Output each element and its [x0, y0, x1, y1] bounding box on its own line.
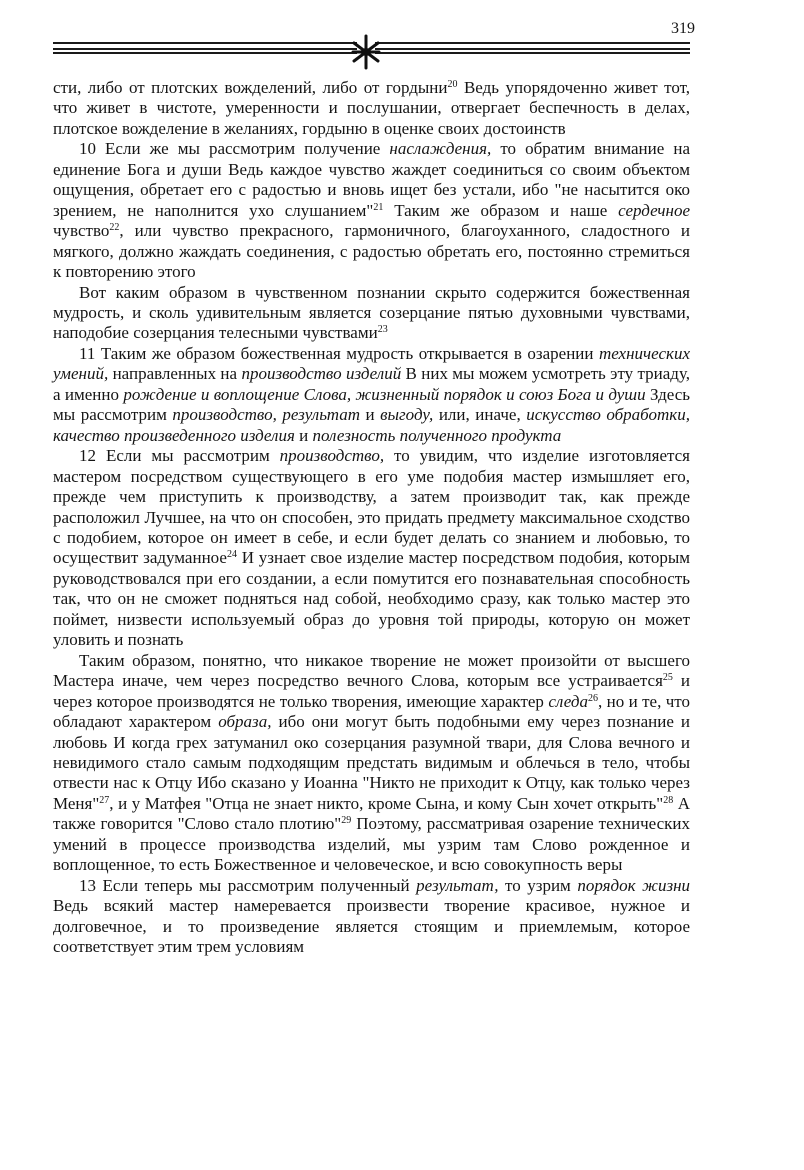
italic-text: производство изделий: [241, 364, 402, 384]
paragraph: [53, 139, 690, 282]
paragraph: [53, 446, 690, 651]
italic-text: искусство обработки, качество произведенного изделия: [53, 405, 690, 445]
text-run: и: [359, 405, 381, 425]
text-run: В них мы можем усмотреть эту триаду, а именно: [53, 364, 690, 404]
text-run: то узрим: [498, 875, 578, 895]
italic-text: полезность полученного продукта: [312, 425, 562, 445]
italic-text: выгоду,: [380, 405, 434, 425]
text-run: Таким же образом и наше: [383, 200, 619, 220]
text-run: 11 Таким же образом божественная мудрость открывается в озарении: [79, 343, 599, 363]
text-run: 10 Если же мы рассмотрим получение: [79, 139, 390, 159]
footnote-ref: 22: [109, 222, 120, 234]
text-run: , но и те, что обладают характером: [53, 691, 690, 732]
italic-text: технических умений,: [53, 343, 690, 384]
text-run: Ведь упорядоченно живет тот, что живет в чистоте, умеренности и послушании, отвергает беспечность в делах, плотское вожделение в желаниях, гордыню в оценке своих достоинств: [53, 78, 690, 138]
italic-text: сердечное: [618, 200, 690, 220]
italic-text: образа,: [218, 712, 272, 732]
italic-text: порядок жизни: [577, 875, 691, 895]
text-run: Таким образом, понятно, что никакое творение не может произойти от высшего Мастера иначе, чем через посредство вечного Слова, которым все устраивается: [53, 650, 690, 691]
text-run: чувство: [53, 221, 110, 241]
text-run: Здесь мы рассмотрим: [53, 384, 690, 425]
text-run: ибо они могут быть подобными ему через познание и любовь И когда грех затуманил око созерцания разумной твари, для Слова вечного и невидимого стало самым подходящим предстать видимым и облечься в тело, чтобы отвести нас к Отцу Ибо сказано у Иоанна "Никто не приходит к Отцу, как только через Меня": [53, 712, 690, 813]
text-run: Вот каким образом в чувственном познании скрыто содержится божественная мудрость, и сколь удивительным является созерцание пятью духовными чувствами, наподобие созерцания телесными чувствами: [53, 282, 690, 343]
text-run: 12 Если мы рассмотрим: [79, 446, 280, 466]
italic-text: производство,: [279, 446, 385, 466]
text-run: А также говорится "Слово стало плотию": [53, 793, 690, 834]
text-run: направленных на: [108, 364, 242, 384]
paragraph: [53, 651, 690, 876]
paragraph: [53, 344, 690, 446]
paragraph: [53, 876, 690, 958]
text-run: сти, либо от плотских вожделений, либо от гордыни: [53, 78, 448, 97]
footnote-ref: 29: [341, 815, 352, 827]
text-run: И узнает свое изделие мастер посредством подобия, которым руководствовался при его создании, а если помутится его познавательная способность так, что он не сможет подняться над собой, необходимо сразу, как только мастер это поймет, низвести используемый образ до уровня той природы, которую он может уловить и познать: [53, 548, 690, 650]
text-run: и: [294, 425, 313, 445]
footnote-ref: 28: [663, 794, 674, 806]
footnote-ref: 27: [99, 794, 110, 806]
footnote-ref: 21: [373, 201, 384, 213]
footnote-ref: 20: [447, 79, 458, 90]
italic-text: результат,: [416, 875, 499, 895]
text-run: 13 Если теперь мы рассмотрим полученный: [79, 875, 417, 895]
paragraph: [53, 78, 690, 139]
page-number: 319: [671, 20, 695, 37]
text-run: то увидим, что изделие изготовляется мастером посредством существующего в его уме подобия мастер измышляет его, прежде чем приступить к производству, а затем производит так, как прежде расположил Лучшее, на что он способен, это придать предмету максимальное сходство с подобием, которое он имеет в себе, и если будет делать со знанием и любовью, то осуществит задуманное: [53, 446, 690, 568]
text-run: или, иначе,: [433, 405, 527, 425]
footnote-ref: 26: [587, 692, 598, 704]
footnote-ref: 24: [226, 549, 237, 561]
footnote-ref: 25: [662, 672, 673, 684]
text-run: и через которое производятся не только творения, имеющие характер: [53, 671, 690, 711]
text-run: Поэтому, рассматривая озарение технических умений в процессе производства изделий, мы узрим там Слово рожденное и воплощенное, то есть Божественное и человеческое, и всю совокупность веры: [53, 814, 691, 875]
text-run: то обратим внимание на единение Бога и души Ведь каждое чувство жаждет соединиться со своим объектом ощущения, обретает его с радостью и вновь ищет без устали, ибо "не насытится око зрением, не наполнится ухо слушанием": [53, 139, 690, 220]
italic-text: рождение и воплощение Слова, жизненный порядок и союз Бога и души: [123, 384, 646, 404]
paragraph: [53, 283, 690, 344]
italic-text: наслаждения,: [389, 139, 492, 159]
italic-text: следа: [548, 691, 588, 711]
text-run: , и у Матфея "Отца не знает никто, кроме Сына, и кому Сын хочет открыть": [109, 793, 664, 813]
body-text: [53, 78, 690, 957]
text-run: Ведь всякий мастер намеревается произвести творение красивое, нужное и долговечное, и то произведение является стоящим и приемлемым, которое соответствует этим трем условиям: [53, 896, 690, 957]
text-run: , или чувство прекрасного, гармоничного, благоуханного, сладостного и мягкого, должно жаждать соединения, с радостью обретать его, постоянно стремиться к повторению этого: [53, 221, 690, 282]
asterisk-ornament-icon: [344, 30, 388, 74]
italic-text: производство, результат: [172, 405, 360, 425]
footnote-ref: 23: [377, 324, 388, 336]
